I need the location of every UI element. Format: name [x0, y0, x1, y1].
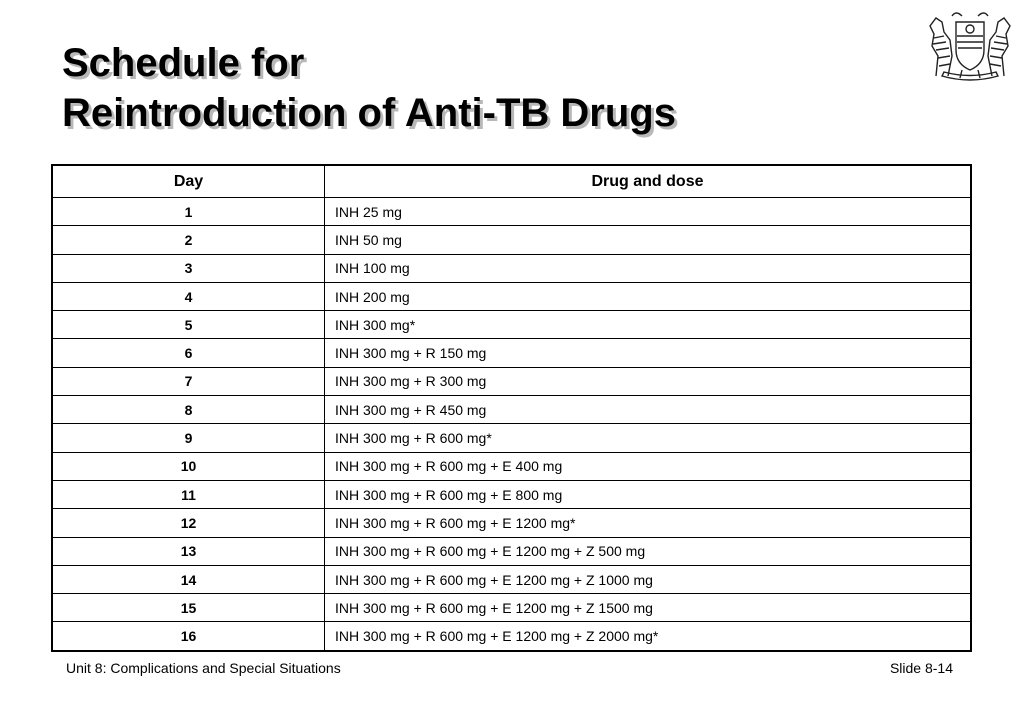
drug-cell: INH 300 mg + R 600 mg + E 400 mg: [325, 452, 972, 480]
table-row: [52, 339, 971, 367]
drug-cell: INH 300 mg + R 600 mg + E 800 mg: [325, 480, 972, 508]
day-cell: 13: [52, 537, 325, 565]
drug-cell: INH 25 mg: [325, 198, 972, 226]
schedule-table-wrapper: [51, 164, 972, 652]
table-row: [52, 254, 971, 282]
table-row: [52, 509, 971, 537]
drug-cell: INH 300 mg + R 300 mg: [325, 367, 972, 395]
table-row: [52, 282, 971, 310]
drug-cell: INH 300 mg + R 150 mg: [325, 339, 972, 367]
table-row: [52, 452, 971, 480]
day-cell: 10: [52, 452, 325, 480]
day-cell: 15: [52, 594, 325, 622]
drug-cell: INH 300 mg + R 600 mg + E 1200 mg + Z 2000 mg*: [325, 622, 972, 651]
drug-cell: INH 300 mg + R 450 mg: [325, 396, 972, 424]
table-row: [52, 198, 971, 226]
table-row: [52, 565, 971, 593]
slide-title: [62, 38, 676, 138]
table-row: [52, 226, 971, 254]
day-cell: 12: [52, 509, 325, 537]
table-row: [52, 396, 971, 424]
drug-cell: INH 300 mg + R 600 mg + E 1200 mg + Z 1500 mg: [325, 594, 972, 622]
day-cell: 2: [52, 226, 325, 254]
drug-cell: INH 300 mg + R 600 mg + E 1200 mg + Z 500 mg: [325, 537, 972, 565]
day-cell: 6: [52, 339, 325, 367]
table-row: [52, 311, 971, 339]
day-cell: 5: [52, 311, 325, 339]
schedule-table: [51, 164, 972, 652]
day-cell: 9: [52, 424, 325, 452]
day-cell: 16: [52, 622, 325, 651]
drug-cell: INH 200 mg: [325, 282, 972, 310]
table-row: [52, 480, 971, 508]
drug-cell: INH 100 mg: [325, 254, 972, 282]
drug-cell: INH 300 mg + R 600 mg*: [325, 424, 972, 452]
drug-cell: INH 50 mg: [325, 226, 972, 254]
coat-of-arms-icon: [922, 6, 1018, 82]
table-row: [52, 537, 971, 565]
day-cell: 11: [52, 480, 325, 508]
title-line-2: Reintroduction of Anti-TB Drugs: [62, 91, 676, 135]
table-row: [52, 594, 971, 622]
table-header-row: [52, 165, 971, 198]
footer-unit-label: Unit 8: Complications and Special Situations: [66, 660, 341, 676]
drug-cell: INH 300 mg + R 600 mg + E 1200 mg*: [325, 509, 972, 537]
table-row: [52, 367, 971, 395]
day-cell: 14: [52, 565, 325, 593]
drug-cell: INH 300 mg*: [325, 311, 972, 339]
table-row: [52, 424, 971, 452]
footer-slide-number: Slide 8-14: [889, 660, 953, 676]
day-cell: 1: [52, 198, 325, 226]
title-line-1: Schedule for: [62, 41, 305, 85]
column-header-day: Day: [52, 165, 325, 198]
column-header-drug-and-dose: Drug and dose: [325, 165, 972, 198]
day-cell: 8: [52, 396, 325, 424]
day-cell: 7: [52, 367, 325, 395]
drug-cell: INH 300 mg + R 600 mg + E 1200 mg + Z 1000 mg: [325, 565, 972, 593]
day-cell: 4: [52, 282, 325, 310]
table-row: [52, 622, 971, 651]
day-cell: 3: [52, 254, 325, 282]
